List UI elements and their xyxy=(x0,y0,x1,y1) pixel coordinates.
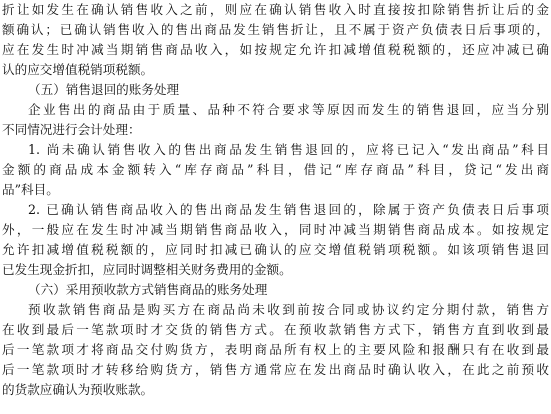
text-line: 不同情况进行会计处理： xyxy=(2,122,141,137)
text-line: 认的应交增值税销项税额。 xyxy=(2,62,154,77)
heading-text: （六）采用预收款方式销售商品的账务处理 xyxy=(28,282,268,297)
text-line: 允许扣减增值税税额的，应同时扣减已确认的应交增值税销项税额。如该项销售退回 xyxy=(2,242,549,257)
section-heading-sales-return xyxy=(2,80,549,100)
text-line: 1. 尚未确认销售收入的售出商品发生销售退回的，应将已记入“发出商品”科目 xyxy=(28,142,549,157)
text-line: 应在发生时冲减当期销售商品收入，如按规定允许扣减增值税税额的，还应冲减已确 xyxy=(2,42,549,57)
paragraph-sales-return-case-1 xyxy=(2,140,549,200)
text-line: 后一笔款项才将商品交付购货方，表明商品所有权上的主要风险和报酬只有在收到最 xyxy=(2,342,549,357)
text-line: 额确认；已确认销售收入的售出商品发生销售折让，且不属于资产负债表日后事项的， xyxy=(2,22,549,37)
text-line: 外，一般应在发生时冲减当期销售商品收入，同时冲减当期销售商品成本。如按规定 xyxy=(2,222,549,237)
section-heading-advance-receipt xyxy=(2,280,549,300)
text-line: 2. 已确认销售商品收入的售出商品发生销售退回的，除属于资产负债表日后事项 xyxy=(28,202,549,217)
text-line: 预收款销售商品是购买方在商品尚未收到前按合同或协议约定分期付款，销售方 xyxy=(28,302,549,317)
heading-text: （五）销售退回的账务处理 xyxy=(28,82,180,97)
text-line: 企业售出的商品由于质量、品种不符合要求等原因而发生的销售退回，应当分别 xyxy=(28,102,549,117)
paragraph-advance-receipt-sales xyxy=(2,300,549,400)
document-page xyxy=(2,0,549,400)
text-line: 折让如发生在确认销售收入之前，则应在确认销售收入时直接按扣除销售折让后的金 xyxy=(2,2,549,17)
text-line: 已发生现金折扣，应同时调整相关财务费用的金额。 xyxy=(2,262,292,277)
text-line: 品”科目。 xyxy=(2,182,59,197)
text-line: 后一笔款项时才转移给购货方，销售方通常应在发出商品时确认收入，在此之前预收 xyxy=(2,362,549,377)
text-line: 的货款应确认为预收账款。 xyxy=(2,382,154,397)
paragraph-sales-return-case-2 xyxy=(2,200,549,280)
text-line: 在收到最后一笔款项时才交货的销售方式。在预收款销售方式下，销售方直到收到最 xyxy=(2,322,549,337)
text-line: 金额的商品成本金额转入“库存商品”科目，借记“库存商品”科目，贷记“发出商 xyxy=(2,162,549,177)
paragraph-sales-allowance xyxy=(2,0,549,80)
paragraph-sales-return-intro xyxy=(2,100,549,140)
